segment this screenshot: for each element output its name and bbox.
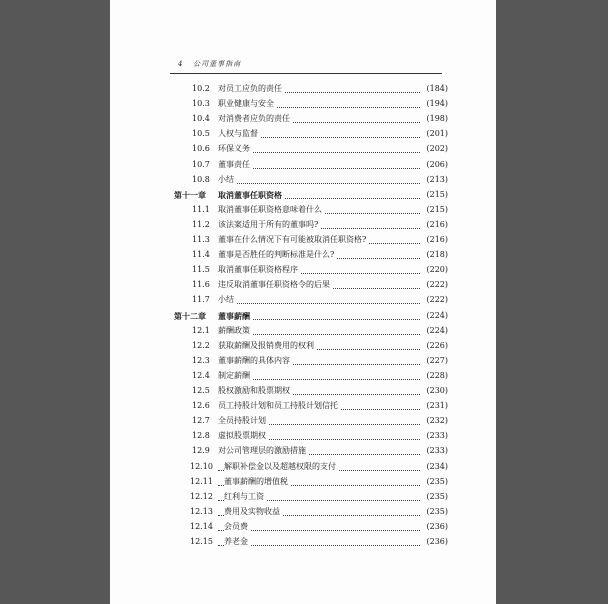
toc-entry-page: (230) <box>424 384 448 398</box>
toc-entry-row <box>110 354 496 368</box>
toc-entry-number: 10.4 <box>192 114 210 124</box>
toc-entry-title: 股权激励和股票期权 <box>218 384 292 398</box>
toc-entry-number: 12.1 <box>192 325 210 335</box>
toc-entry-number: 12.6 <box>192 401 210 411</box>
toc-entry-title: 员工持股计划和员工持股计划信托 <box>218 399 340 413</box>
toc-entry-row <box>110 384 496 398</box>
toc-entry-title: 职业健康与安全 <box>218 97 276 111</box>
toc-entry-page: (218) <box>424 248 448 262</box>
toc-entry-row <box>110 142 496 156</box>
toc-entry-page: (236) <box>424 520 448 534</box>
toc-entry-page: (202) <box>424 142 448 156</box>
toc-entry-row <box>110 248 496 262</box>
toc-entry-number: 10.6 <box>192 144 210 154</box>
toc-entry-page: (224) <box>424 309 448 323</box>
toc-entry-row <box>110 369 496 383</box>
toc-entry-title: 违反取消董事任职资格令的后果 <box>218 278 332 292</box>
toc-entry-row <box>110 444 496 458</box>
toc-entry-title: 人权与监督 <box>218 127 260 141</box>
toc-entry-row <box>110 218 496 232</box>
toc-entry-title: 环保义务 <box>218 142 252 156</box>
toc-entry-number: 10.5 <box>192 129 210 139</box>
toc-entry-number: 10.7 <box>192 159 210 169</box>
toc-entry-number: 11.3 <box>192 235 210 244</box>
toc-entry-page: (206) <box>424 158 448 172</box>
toc-entry-page: (224) <box>424 324 448 338</box>
toc-entry-number: 12.4 <box>192 370 210 380</box>
leader-dots <box>218 177 420 184</box>
toc-entry-page: (231) <box>424 399 448 413</box>
toc-entry-row <box>110 263 496 277</box>
toc-entry-number: 11.2 <box>192 219 210 229</box>
toc-entry-page: (184) <box>424 82 448 96</box>
toc-entry-page: (233) <box>424 429 448 443</box>
toc-entry-title: 对公司管理层的激励措施 <box>218 444 308 458</box>
toc-entry-page: (198) <box>424 112 448 126</box>
toc-entry-number: 12.3 <box>192 355 210 365</box>
toc-entry-row <box>110 158 496 172</box>
toc-entry-page: (215) <box>424 203 448 217</box>
toc-entry-number: 12.5 <box>192 386 210 395</box>
toc-entry-number: 12.13 <box>190 506 213 516</box>
toc-entry-number: 第十一章 <box>174 189 206 200</box>
toc-entry-title: 红利与工资 <box>224 490 266 504</box>
toc-entry-number: 12.8 <box>192 431 210 441</box>
toc-entry-number: 10.3 <box>192 99 210 109</box>
toc-entry-row <box>110 233 496 247</box>
toc-entry-row <box>110 414 496 428</box>
toc-entry-page: (235) <box>424 505 448 519</box>
toc-entry-title: 制定薪酬 <box>218 369 252 383</box>
toc-entry-title: 董事薪酬 <box>218 310 250 321</box>
toc-entry-number: 第十二章 <box>174 310 206 321</box>
toc-chapter-row <box>110 309 496 323</box>
toc-entry-number: 12.12 <box>190 491 213 501</box>
toc-entry-page: (233) <box>424 444 448 458</box>
toc-entry-title: 薪酬政策 <box>218 324 252 338</box>
toc-entry-number: 11.7 <box>192 295 210 305</box>
toc-entry-row <box>110 429 496 443</box>
toc-entry-row <box>110 293 496 307</box>
toc-entry-title: 养老金 <box>224 535 250 549</box>
toc-entry-title: 费用及实物收益 <box>224 505 282 519</box>
running-header <box>178 59 496 69</box>
toc-entry-number: 12.11 <box>190 476 213 486</box>
toc-entry-number: 11.4 <box>192 250 210 260</box>
toc-entry-number: 10.8 <box>192 174 210 184</box>
toc-entry-title: 董事责任 <box>218 158 252 172</box>
toc-entry-page: (235) <box>424 490 448 504</box>
toc-entry-row <box>110 173 496 187</box>
toc-entry-title: 取消董事任职资格意味着什么 <box>218 203 324 217</box>
toc-entry-page: (232) <box>424 414 448 428</box>
toc-entry-row <box>110 97 496 111</box>
toc-entry-row <box>110 339 496 353</box>
toc-entry-page: (222) <box>424 278 448 292</box>
toc-entry-row <box>110 505 496 519</box>
toc-entry-number: 11.5 <box>192 265 210 275</box>
toc-entry-page: (216) <box>424 233 448 247</box>
toc-entry-page: (216) <box>424 218 448 232</box>
toc-entry-page: (235) <box>424 475 448 489</box>
toc-entry-row <box>110 203 496 217</box>
header-rule <box>170 73 442 74</box>
toc-entry-page: (226) <box>424 339 448 353</box>
toc-entry-title: 该法案适用于所有的董事吗? <box>218 218 320 232</box>
toc-entry-number: 10.2 <box>192 84 210 93</box>
toc-entry-number: 12.9 <box>192 446 210 456</box>
toc-entry-row <box>110 324 496 338</box>
header-book-title: 公司董事指南 <box>193 60 242 68</box>
toc-entry-number: 12.2 <box>192 340 210 350</box>
toc-entry-title: 解职补偿金以及超越权限的支付 <box>224 460 338 474</box>
toc-entry-title: 对消费者应负的责任 <box>218 112 292 126</box>
toc-entry-number: 11.1 <box>192 204 210 214</box>
toc-entry-page: (236) <box>424 535 448 549</box>
toc-chapter-row <box>110 188 496 202</box>
toc-entry-title: 获取薪酬及报销费用的权利 <box>218 339 316 353</box>
toc-entry-row <box>110 127 496 141</box>
toc-entry-page: (201) <box>424 127 448 141</box>
toc-entry-number: 12.14 <box>190 521 213 531</box>
toc-entry-row <box>110 112 496 126</box>
toc-entry-row <box>110 399 496 413</box>
leader-dots <box>218 297 420 304</box>
toc-entry-title: 董事在什么情况下有可能被取消任职资格? <box>218 233 368 247</box>
toc-entry-title: 对员工应负的责任 <box>218 82 284 96</box>
toc-entry-title: 会员费 <box>224 520 250 534</box>
toc-entry-title: 董事是否胜任的判断标准是什么? <box>218 248 336 262</box>
toc-entry-row <box>110 475 496 489</box>
toc-entry-page: (220) <box>424 263 448 277</box>
toc-entry-page: (213) <box>424 173 448 187</box>
toc-entry-page: (194) <box>424 97 448 111</box>
toc-entry-row <box>110 535 496 549</box>
header-page-number: 4 <box>178 60 184 68</box>
toc-entry-title: 全员持股计划 <box>218 414 268 428</box>
toc-entry-row <box>110 278 496 292</box>
toc-entry-page: (222) <box>424 293 448 307</box>
toc-entry-title: 董事薪酬的增值税 <box>224 475 290 489</box>
book-page <box>110 0 496 604</box>
toc-entry-title: 董事薪酬的具体内容 <box>218 354 292 368</box>
toc-entry-title: 小结 <box>218 173 236 187</box>
toc-entry-row <box>110 82 496 96</box>
toc-entry-row <box>110 460 496 474</box>
toc-entry-page: (228) <box>424 369 448 383</box>
toc-entry-page: (227) <box>424 354 448 368</box>
toc-entry-number: 11.6 <box>192 280 210 290</box>
toc-entry-row <box>110 520 496 534</box>
toc-entry-number: 12.10 <box>190 461 213 471</box>
toc-entry-page: (234) <box>424 460 448 474</box>
toc-entry-title: 小结 <box>218 293 236 307</box>
toc-entry-page: (215) <box>424 188 448 202</box>
toc-entry-number: 12.7 <box>192 416 210 426</box>
toc-entry-title: 取消董事任职资格 <box>218 189 282 200</box>
toc-entry-row <box>110 490 496 504</box>
toc-entry-title: 虚拟股票期权 <box>218 429 268 443</box>
toc-entry-title: 取消董事任职资格程序 <box>218 263 300 277</box>
toc-entry-number: 12.15 <box>190 537 213 546</box>
